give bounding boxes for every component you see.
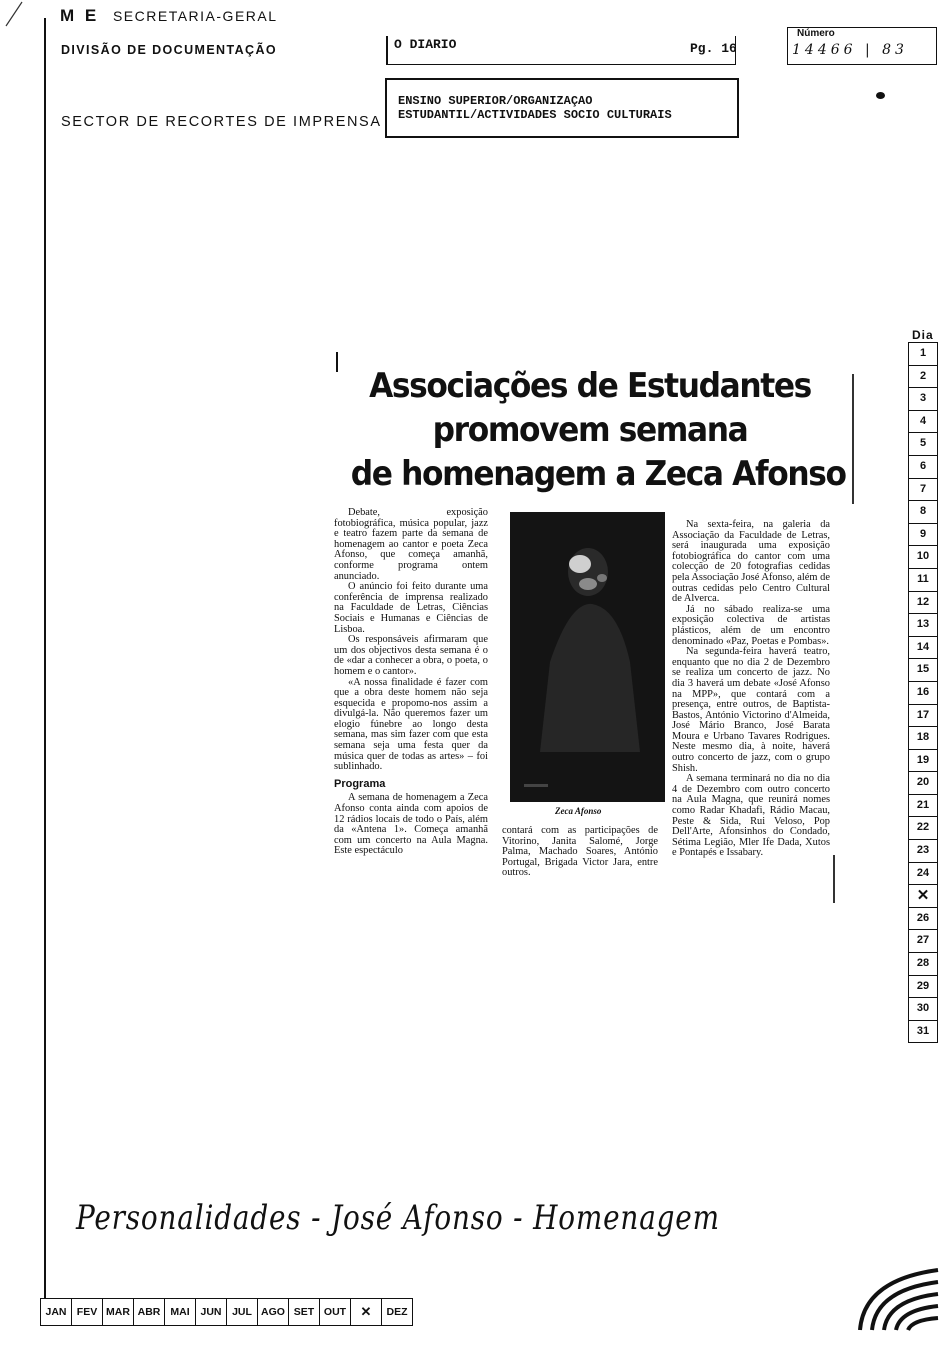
day-cell: 3 — [908, 388, 938, 411]
ministry-heading — [60, 6, 278, 26]
day-cell: 20 — [908, 772, 938, 795]
stripes-logo — [850, 1262, 940, 1332]
newspaper-name: O DIARIO — [394, 37, 457, 52]
day-cell: 1 — [908, 342, 938, 366]
month-cell: SET — [289, 1299, 320, 1325]
number-label: Número — [797, 28, 835, 39]
clipping-mark — [336, 352, 338, 372]
article-paragraph: Os responsáveis afirmaram que um dos objectivos desta semana é o de «dar a conhecer a obra, o poeta, o homem e o cantor». — [334, 634, 488, 677]
clipping-edge — [852, 374, 854, 504]
month-cell: AGO — [258, 1299, 289, 1325]
article-paragraph: A semana de homenagem a Zeca Afonso conta ainda com apoios de 12 rádios locais de todo o País, além da «Antena 1». Começa amanhã com um concerto na Aula Magna. Este espectáculo — [334, 792, 488, 857]
article-paragraph: «A nossa finalidade é fazer com que a obra deste homem não seja esquecida e propomo-nos assim a divulgá-la. Não queremos fazer um elogio fúnebre ao longo desta semana, mas sim fazer com que esta semana seja uma festa quer da música quer de todas as artes» – foi sublinhado. — [334, 676, 488, 773]
day-cell: 6 — [908, 456, 938, 479]
sector-label: SECTOR DE RECORTES DE IMPRENSA — [61, 114, 382, 130]
day-cell: 28 — [908, 953, 938, 976]
article-paragraph: O anúncio foi feito durante uma conferência de imprensa realizado na Faculdade de Letras, Ciências Sociais e Humanas e Ciências de Lisboa. — [334, 581, 488, 635]
day-cell: 5 — [908, 433, 938, 456]
topic-text: ENSINO SUPERIOR/ORGANIZAÇAO ESTUDANTIL/ACTIVIDADES SOCIO CULTURAIS — [398, 94, 672, 122]
day-cell: 11 — [908, 569, 938, 592]
left-margin-rule — [44, 18, 46, 1308]
division-label: DIVISÃO DE DOCUMENTAÇÃO — [61, 43, 278, 57]
article-column-1 — [334, 508, 488, 857]
day-cell: 24 — [908, 863, 938, 886]
number-value: 14466 | 83 — [792, 42, 908, 58]
handwritten-note: Personalidades - José Afonso - Homenagem — [76, 1198, 720, 1238]
headline-line: de homenagem a Zeca Afonso — [350, 454, 846, 494]
day-column — [908, 342, 938, 1043]
article-column-3 — [672, 520, 830, 859]
day-cell: 19 — [908, 750, 938, 773]
month-cell: MAI — [165, 1299, 196, 1325]
day-cell: 4 — [908, 411, 938, 434]
day-cell: 17 — [908, 705, 938, 728]
day-cell: 23 — [908, 840, 938, 863]
article-paragraph: Na segunda-feira haverá teatro, enquanto que no dia 2 de Dezembro se realiza um concerto de jazz. No dia 3 haverá um debate «José Afonso na MPP», que contará com a presença, entre outros, de Baptista-Bastos, António Victorino d'Almeida, José Mário Branco, José Barata Moura e Urbano Tavares Rodrigues. Neste mesmo dia, à noite, haverá outro concerto de jazz, com o grupo Shish. — [672, 646, 830, 774]
day-cell: 26 — [908, 908, 938, 931]
article-photo — [510, 512, 665, 802]
month-cell: MAR — [103, 1299, 134, 1325]
article-paragraph: Na sexta-feira, na galeria da Associação da Faculdade de Letras, será inaugurada uma exposição fotobiográfica do cantor com uma colecção de 20 fotografias cedidas pela Associação José Afonso, além de outras cedidas pelo Centro Cultural de Alverca. — [672, 519, 830, 605]
headline-line: promovem semana — [432, 410, 748, 450]
day-cell: 15 — [908, 659, 938, 682]
day-cell: 2 — [908, 366, 938, 389]
day-cell: 31 — [908, 1021, 938, 1044]
month-cell: FEV — [72, 1299, 103, 1325]
article-paragraph: Debate, exposição fotobiográfica, música popular, jazz e teatro fazem parte da semana de homenagem ao cantor e poeta Zeca Afonso, que começa amanhã, conforme programa ontem anunciado. — [334, 507, 488, 582]
day-cell: ✕ — [908, 885, 938, 908]
secretariat-label: SECRETARIA-GERAL — [112, 8, 278, 24]
month-cell: ABR — [134, 1299, 165, 1325]
month-cell: DEZ — [386, 1306, 408, 1318]
article-subheading: Programa — [334, 777, 386, 790]
article-paragraph: Já no sábado realiza-se uma exposição colectiva de artistas plásticos, além de um encontro denominado «Paz, Poetas e Pombas». — [672, 603, 830, 647]
day-cell: 30 — [908, 998, 938, 1021]
day-cell: 9 — [908, 524, 938, 547]
month-cell: JAN — [41, 1299, 72, 1325]
month-bar — [40, 1298, 413, 1326]
day-cell: 10 — [908, 546, 938, 569]
day-cell: 8 — [908, 501, 938, 524]
ministry-initials: M E — [60, 6, 100, 25]
day-cell: 21 — [908, 795, 938, 818]
corner-pen-mark — [2, 0, 32, 30]
ink-dot — [876, 92, 885, 99]
day-cell: 12 — [908, 592, 938, 615]
article-headline — [350, 364, 846, 496]
photo-caption: Zeca Afonso — [555, 806, 602, 816]
day-cell: 13 — [908, 614, 938, 637]
day-cell: 18 — [908, 727, 938, 750]
article-paragraph: contará com as participações de Vitorino, Janita Salomé, Jorge Palma, Machado Soares, António Portugal, Brigada Victor Jara, entre outros. — [502, 825, 658, 879]
month-cell: ✕ — [351, 1299, 382, 1325]
clipping-edge — [833, 855, 835, 903]
day-column-label: Dia — [912, 328, 934, 342]
day-cell: 27 — [908, 930, 938, 953]
month-cell: JUN — [196, 1299, 227, 1325]
day-cell: 14 — [908, 637, 938, 660]
day-cell: 29 — [908, 976, 938, 999]
article-paragraph: A semana terminará no dia no dia 4 de Dezembro com outro concerto na Aula Magna, que reunirá nomes como Radar Khadafi, Rádio Macau, Peste & Sida, Rui Veloso, Pop Dell'Arte, Afonsinhos do Condado, Sétima Legião, Mler Ife Dada, Xutos e Pontapés e Issabary. — [672, 773, 830, 859]
month-cell: OUT — [320, 1299, 351, 1325]
page-number: Pg. 16 — [690, 41, 737, 56]
day-cell: 22 — [908, 817, 938, 840]
day-cell: 7 — [908, 479, 938, 502]
article-column-2 — [502, 826, 658, 879]
headline-line: Associações de Estudantes — [369, 366, 811, 406]
month-cell: JUL — [227, 1299, 258, 1325]
day-cell: 16 — [908, 682, 938, 705]
